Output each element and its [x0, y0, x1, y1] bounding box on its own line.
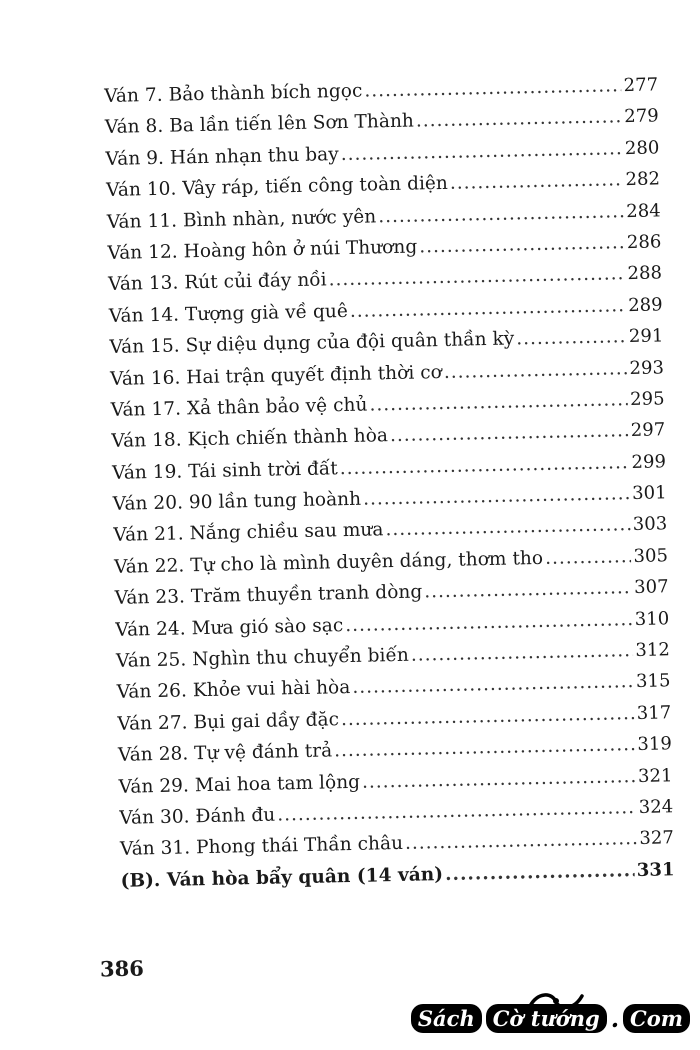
toc-entry-title: Ván 21. Nắng chiều sau mưa: [113, 519, 384, 547]
leader-dots: [516, 326, 627, 349]
toc-entry-page: 331: [636, 858, 675, 881]
toc-entry-page: 288: [627, 262, 663, 285]
toc-entry-title: Ván 28. Tự vệ đánh trả: [117, 740, 333, 767]
toc-entry-page: 319: [637, 733, 673, 756]
toc-entry-title: Ván 13. Rút củi đáy nồi: [107, 269, 327, 296]
leader-dots: [450, 169, 624, 194]
leader-dots: [405, 828, 638, 854]
toc-entry-title: Ván 25. Nghìn thu chuyển biến: [115, 644, 410, 672]
toc-entry-title: Ván 19. Tái sinh trời đất: [111, 457, 338, 484]
page-number: 386: [99, 955, 145, 982]
leader-dots: [385, 515, 631, 541]
leader-dots: [352, 671, 634, 698]
leader-dots: [362, 766, 636, 793]
watermark-part-3: Com: [623, 1004, 690, 1033]
toc-entry-title: Ván 22. Tự cho là mình duyên dáng, thơm tho: [113, 547, 544, 578]
leader-dots: [378, 201, 624, 227]
toc-entry-page: 297: [630, 419, 666, 442]
toc-entry-title: Ván 8. Ba lần tiến lên Sơn Thành: [104, 110, 415, 139]
toc-entry-title: Ván 12. Hoàng hôn ở núi Thương: [107, 236, 418, 264]
toc-entry-title: Ván 18. Kịch chiến thành hòa: [111, 425, 389, 453]
toc-entry-page: 301: [631, 482, 667, 505]
leader-dots: [364, 75, 622, 101]
toc-entry-title: Ván 30. Đánh đu: [119, 804, 276, 829]
toc-entry-title: Ván 27. Bụi gai dầy đặc: [117, 709, 340, 735]
toc-entry-title: Ván 9. Hán nhạn thu bay: [105, 143, 339, 170]
leader-dots: [424, 577, 632, 602]
toc-entry-page: 317: [636, 702, 672, 724]
toc-entry-title: Ván 15. Sự diệu dụng của đội quân thần kỳ: [109, 328, 515, 359]
toc-entry-title: Ván 31. Phong thái Thần châu: [119, 833, 404, 861]
toc-entry-title: Ván 14. Tượng già về quê: [108, 300, 349, 327]
toc-entry-title: (B). Ván hòa bẩy quân (14 ván): [120, 863, 444, 892]
leader-dots: [369, 389, 628, 415]
toc-entry-page: 291: [628, 325, 664, 348]
watermark-separator: .: [610, 1004, 620, 1033]
toc-entry-page: 299: [631, 451, 667, 473]
toc-entry-title: Ván 29. Mai hoa tam lộng: [118, 771, 361, 798]
leader-dots: [350, 295, 627, 322]
toc-entry-page: 284: [626, 199, 661, 222]
toc-entry-page: 277: [623, 74, 659, 97]
toc-entry-page: 305: [633, 545, 669, 567]
toc-entry-title: Ván 24. Mưa gió sào sạc: [115, 614, 344, 641]
toc-entry-title: Ván 16. Hai trận quyết định thời cơ: [109, 361, 443, 390]
toc-entry-page: 293: [629, 356, 665, 379]
watermark-part-2: Cờ tướng: [486, 1004, 607, 1033]
toc-entry-page: 327: [639, 827, 675, 850]
toc-entry-title: Ván 23. Trăm thuyền tranh dòng: [114, 581, 423, 610]
toc-entry-page: 282: [625, 168, 661, 191]
leader-dots: [445, 860, 635, 885]
toc-entry-title: Ván 10. Vây ráp, tiến công toàn diện: [105, 172, 449, 202]
toc-entry-title: Ván 17. Xả thân bảo vệ chủ: [110, 394, 368, 421]
toc-entry-title: Ván 7. Bảo thành bích ngọc: [104, 80, 363, 107]
toc-entry-title: Ván 20. 90 lần tung hoành: [112, 488, 362, 515]
toc-entry-page: 280: [624, 137, 660, 159]
toc-entry-page: 312: [635, 639, 671, 662]
watermark-part-1: Sách: [411, 1004, 482, 1033]
toc-entry-page: 289: [627, 294, 663, 316]
leader-dots: [419, 232, 625, 257]
leader-dots: [411, 640, 634, 666]
leader-dots: [363, 483, 630, 510]
leader-dots: [416, 107, 623, 132]
toc-entry-page: 295: [629, 388, 665, 410]
leader-dots: [545, 546, 632, 569]
table-of-contents: [104, 74, 675, 902]
toc-entry-page: 324: [638, 796, 674, 818]
site-watermark: [411, 1004, 690, 1033]
swirl-ornament-icon: [526, 990, 586, 1012]
toc-entry-page: 307: [633, 576, 669, 599]
leader-dots: [341, 138, 624, 165]
toc-entry-title: Ván 26. Khỏe vui hài hòa: [116, 677, 351, 704]
toc-entry-page: 310: [634, 607, 670, 630]
leader-dots: [444, 358, 628, 383]
toc-entry-page: 286: [626, 231, 662, 254]
leader-dots: [390, 420, 629, 446]
toc-entry-title: Ván 11. Bình nhàn, nước yên: [106, 205, 377, 233]
toc-entry-page: 321: [637, 764, 673, 787]
toc-entry-page: 303: [632, 513, 668, 536]
toc-entry-page: 279: [624, 105, 659, 128]
toc-entry-page: 315: [635, 670, 671, 693]
